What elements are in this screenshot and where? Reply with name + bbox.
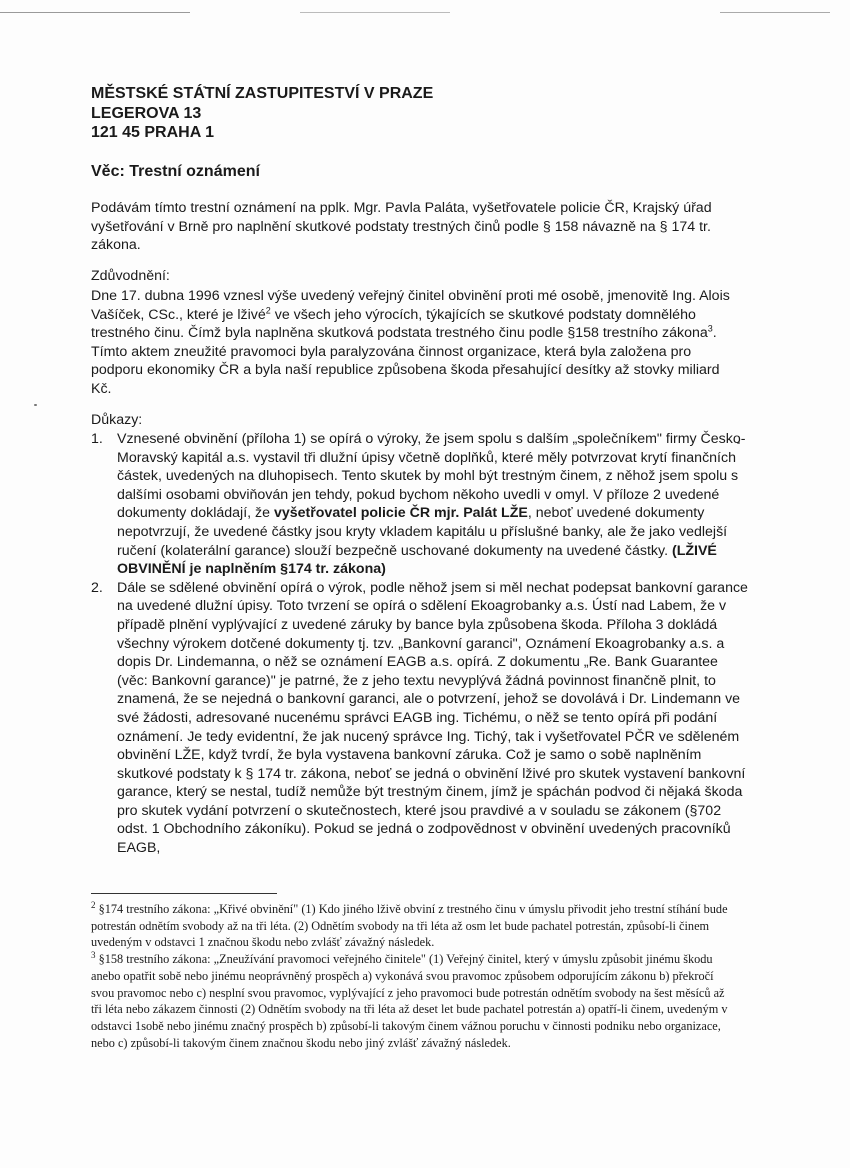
evidence-item-text: Dále se sdělené obvinění opírá o výrok, podle něhož jsem si měl nechat podepsat bankovní garance na uvedené dlužní úpisy. Toto tvrzení se opírá o sdělení Ekoagrobanky a.s. Ústí nad Labem, že v případě plnění vyplývající z uvedené záruky by bance byla způsobena škoda. Příloha 3 dokládá všechny výrokem dotčené dokumenty tj. tzv. „Bankovní garanci", Oznámení Ekoagrobanky a.s. a dopis Dr. Lindemanna, o něž se oznámení EAGB a.s. opírá. Z dokumentu „Re. Bank Guarantee (věc: Bankovní garance)" je patrné, že z jeho textu nevyplývá žádná povinnost finančně plnit, to znamená, že se nejedná o bankovní garanci, ale o potvrzení, jehož se dovolává i Dr. Lindemann ve své žádosti, adresované nucenému správci EAGB ing. Tichému, o něž se tento opírá při podání oznámení. Je tedy evidentní, že jak nucený správce Ing. Tichý, tak i vyšetřovatel PČR ve sděleném obvinění LŽE, když tvrdí, že byla vystavena bankovní záruka. Což je samo o sobě naplněním skutkové podstaty k § 174 tr. zákona, neboť se jedná o obvinění lživé pro skutek vystavení bankovní garance, který se nestal, tudíž nemůže být trestným činem, jímž je spáchán podvod či nějaká škoda pro skutek vydání potvrzení o skutečnostech, které jsou pravdivé a v souladu se zákonem (§702 odst. 1 Obchodního zákoníku). Pokud se jedná o zodpovědnost v obvinění uvedených pracovníků EAGB, [117,579,748,857]
footnotes [91,901,731,1051]
scan-speck [34,404,37,406]
footnote-ref-3: 3 [707,323,713,334]
intro-paragraph: Podávám tímto trestní oznámení na pplk. Mgr. Pavla Paláta, vyšetřovatele policie ČR, Krajský úřad vyšetřování v Brně pro naplnění skutkové podstaty trestných činů podle § 158 návazně na § 174 tr. zákona. [91,200,712,254]
footnote-2 [91,901,731,951]
footnote-text: §174 trestního zákona: „Křivé obvinění" (1) Kdo jiného lživě obviní z trestného činu v úmyslu přivodit jeho trestní stíhání bude potrestán odnětím svobody až na tři léta. (2) Odnětím svobody na tři léta až osm let bude pachatel potrestán, způsobí-li činem uvedeným v odstavci 1 značnou škodu nebo zvlášť závažný následek. [91,902,728,950]
footnote-mark: 3 [91,950,96,961]
bold-statement: vyšetřovatel policie ČR mjr. Palát LŽE [273,505,528,522]
scan-artifact-line [720,12,830,13]
scan-artifact-line [300,12,450,13]
subject-line: Věc: Trestní oznámení [91,163,260,180]
evidence-item-text: Vznesené obvinění (příloha 1) se opírá o výroky, že jsem spolu s dalším „společníkem" firmy Česko-Moravský kapitál a.s. vystavil tři dlužní úpisy včetně doplňků, které měly potvrzovat krytí finančních částek, uvedených na dluhopisech. Tento skutek by mohl být trestným činem, z něhož jsem spolu s dalšími osobami obviňován jen tehdy, pokud bychom někoho uvedli v omyl. V příloze 2 uvedené dokumenty dokládají, že [117,431,746,522]
footnote-ref-2: 2 [265,304,271,315]
evidence-item-2 [91,579,751,858]
bold-statement: (LŽIVÉ OBVINĚNÍ je naplněním §174 tr. zákona) [117,542,717,578]
recipient-address [91,84,433,143]
footnote-3 [91,951,731,1051]
address-line-3: 121 45 PRAHA 1 [91,124,215,141]
footnote-mark: 2 [91,899,96,910]
justification-heading: Zdůvodnění: [91,268,170,284]
justification-text-3: . Tímto aktem zneužité pravomoci byla paralyzována činnost organizace, která byla založena pro podporu ekonomiky ČR a byla naší republice způsobena škoda přesahující desítky až stovky miliard Kč. [91,325,720,397]
footnote-text: §158 trestního zákona: „Zneužívání pravomoci veřejného činitele" (1) Veřejný činitel, který v úmyslu způsobit jinému škodu anebo opatřit sobě nebo jinému neoprávněný prospěch a) vykonává svou pravomoc způsobem odporujícím zákonu b) překročí svou pravomoc nebo c) nesplní svou pravomoc, vyplývající z jeho pravomoci bude potrestán odnětím svobody na šest měsíců až tři léta nebo zákazem činnosti (2) Odnětím svobody na tři léta až deset let bude pachatel potrestán a) opatří-li činem, uvedeným v odstavci 1sobě nebo jinému značný prospěch b) způsobí-li takovým činem vážnou poruchu v činnosti podniku nebo organizace, nebo c) způsobí-li takovým činem značnou škodu nebo jiný zvlášť závažný následek. [91,952,728,1050]
address-line-1: MĚSTSKÉ STÁTNÍ ZASTUPITESTVÍ V PRAZE [91,85,434,102]
justification-text-1: Dne 17. dubna 1996 vznesl výše uvedený veřejný činitel obvinění proti mé osobě, jmenovitě Ing. Alois Vašíček, CSc., které je lživé [91,288,730,323]
list-number: 1. [91,431,103,447]
evidence-heading: Důkazy: [91,412,143,428]
evidence-item-1 [91,430,751,579]
evidence-list [91,430,751,858]
list-number: 2. [91,579,103,596]
justification-paragraph [91,287,741,399]
scan-artifact-line [0,12,190,13]
address-line-2: LEGEROVA 13 [91,104,202,122]
footnote-divider [91,893,277,894]
evidence-item-text: , neboť uvedené dokumenty nepotvrzují, že uvedené částky jsou kryty vkladem kapitálu u příslušné banky, ale že jako vedlejší ručení (kolaterální garance) slouží bezpečně uschované dokumenty na uvedené částky. [117,505,728,559]
justification-text-2: ve všech jeho výrocích, týkajících se skutkové podstaty domnělého trestného činu. Čímž byla naplněna skutková podstata trestného činu podle §158 trestního zákona [91,306,708,342]
